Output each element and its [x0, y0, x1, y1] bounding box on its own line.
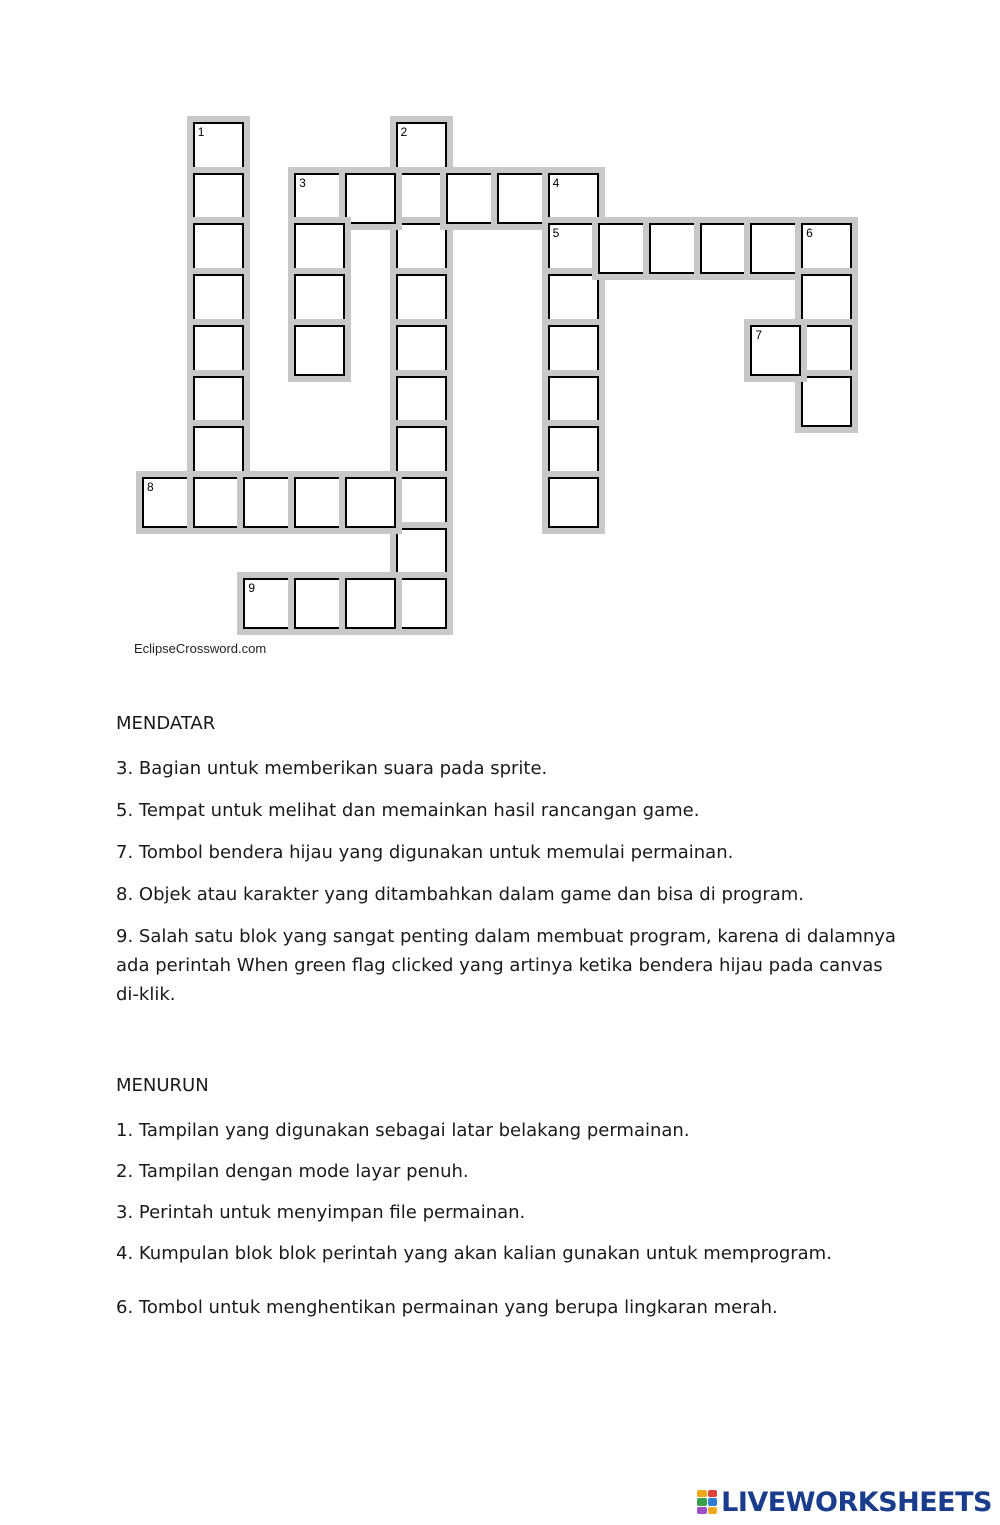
crossword-cell-input[interactable] — [195, 175, 242, 222]
down-clue-3: 3. Perintah untuk menyimpan file permainan. — [116, 1202, 526, 1223]
crossword-cell-input[interactable] — [398, 479, 445, 526]
crossword-cell[interactable] — [750, 223, 801, 274]
crossword-cell[interactable] — [193, 274, 244, 325]
clue-number: 9 — [248, 581, 256, 596]
crossword-cell-input[interactable] — [702, 225, 749, 272]
crossword-cell[interactable] — [548, 274, 599, 325]
down-clue-2: 2. Tampilan dengan mode layar penuh. — [116, 1161, 469, 1182]
down-clue-4: 4. Kumpulan blok blok perintah yang akan kalian gunakan untuk memprogram. — [116, 1243, 832, 1264]
crossword-cell[interactable] — [396, 528, 447, 579]
crossword-cell-input[interactable] — [245, 479, 292, 526]
across-clue-3: 3. Bagian untuk memberikan suara pada sprite. — [116, 758, 548, 779]
crossword-cell[interactable] — [345, 477, 396, 528]
down-clues-section — [116, 1071, 896, 1322]
crossword-cell[interactable] — [345, 173, 396, 224]
crossword-cell-input[interactable] — [550, 276, 597, 323]
crossword-cell-input[interactable] — [550, 479, 597, 526]
clue-number: 5 — [552, 226, 560, 241]
crossword-cell-input[interactable] — [398, 428, 445, 475]
across-clue-9: 9. Salah satu blok yang sangat penting dalam membuat program, karena di dalamnya ada perintah When green flag clicked yang artinya ketika bendera hijau pada canvas di-klik. — [116, 926, 896, 1005]
crossword-cell-input[interactable] — [296, 327, 343, 374]
crossword-cell[interactable] — [193, 173, 244, 224]
crossword-cell-input[interactable] — [803, 276, 850, 323]
crossword-cell-input[interactable] — [398, 276, 445, 323]
crossword-cell-input[interactable] — [803, 327, 850, 374]
crossword-cell-input[interactable] — [195, 225, 242, 272]
crossword-cell[interactable] — [294, 325, 345, 376]
crossword-cell[interactable] — [193, 223, 244, 274]
crossword-cell-input[interactable] — [195, 124, 242, 171]
crossword-cell-input[interactable] — [651, 225, 698, 272]
crossword-cell-input[interactable] — [752, 327, 799, 374]
crossword-cell-input[interactable] — [550, 327, 597, 374]
crossword-cell[interactable] — [193, 477, 244, 528]
crossword-cell[interactable] — [396, 274, 447, 325]
crossword-cell[interactable] — [396, 426, 447, 477]
crossword-cell[interactable] — [294, 477, 345, 528]
across-title: MENDATAR — [116, 713, 216, 734]
across-clue-7: 7. Tombol bendera hijau yang digunakan untuk memulai permainan. — [116, 842, 734, 863]
crossword-cell[interactable] — [294, 274, 345, 325]
crossword-cell-input[interactable] — [195, 327, 242, 374]
crossword-cell[interactable] — [801, 223, 852, 274]
crossword-cell-input[interactable] — [347, 479, 394, 526]
crossword-cell-input[interactable] — [347, 580, 394, 627]
clue-number: 4 — [552, 175, 560, 190]
crossword-cell[interactable] — [294, 173, 345, 224]
crossword-cell[interactable] — [193, 325, 244, 376]
crossword-cell[interactable] — [548, 325, 599, 376]
crossword-cell[interactable] — [396, 325, 447, 376]
crossword-cell[interactable] — [396, 477, 447, 528]
crossword-cell-input[interactable] — [195, 428, 242, 475]
crossword-cell-input[interactable] — [550, 428, 597, 475]
clue-number: 8 — [147, 479, 154, 494]
crossword-cell[interactable] — [193, 122, 244, 173]
liveworksheets-wordmark: LIVEWORKSHEETS — [721, 1486, 992, 1518]
crossword-cell-input[interactable] — [296, 175, 343, 222]
crossword-cell-input[interactable] — [398, 175, 445, 222]
crossword-cell[interactable] — [193, 376, 244, 427]
crossword-cell-input[interactable] — [752, 225, 799, 272]
crossword-cell[interactable] — [801, 325, 852, 376]
crossword-cell-input[interactable] — [550, 175, 597, 222]
crossword-cell[interactable] — [446, 173, 497, 224]
crossword-cell[interactable] — [396, 173, 447, 224]
crossword-cell-input[interactable] — [600, 225, 647, 272]
crossword-cell[interactable] — [396, 376, 447, 427]
crossword-cell-input[interactable] — [398, 580, 445, 627]
crossword-cell[interactable] — [548, 426, 599, 477]
clue-number: 2 — [400, 125, 408, 139]
crossword-grid — [0, 0, 1000, 680]
across-clue-5: 5. Tempat untuk melihat dan memainkan hasil rancangan game. — [116, 800, 700, 821]
crossword-cell[interactable] — [700, 223, 751, 274]
clue-number: 6 — [806, 226, 813, 241]
crossword-cell-input[interactable] — [499, 175, 546, 222]
crossword-cell-input[interactable] — [144, 479, 191, 526]
crossword-cell-input[interactable] — [296, 479, 343, 526]
crossword-cell-input[interactable] — [550, 225, 597, 272]
crossword-cell[interactable] — [801, 274, 852, 325]
crossword-cell[interactable] — [548, 173, 599, 224]
crossword-cell-input[interactable] — [550, 378, 597, 425]
crossword-cell[interactable] — [801, 376, 852, 427]
crossword-cell-input[interactable] — [296, 580, 343, 627]
crossword-cell[interactable] — [243, 477, 294, 528]
crossword-credit: EclipseCrossword.com — [134, 641, 267, 656]
liveworksheets-icon — [697, 1490, 717, 1514]
crossword-cell[interactable] — [396, 223, 447, 274]
crossword-cell-input[interactable] — [398, 124, 445, 171]
crossword-cell-input[interactable] — [803, 378, 850, 425]
crossword-cell[interactable] — [497, 173, 548, 224]
crossword-cell[interactable] — [750, 325, 801, 376]
clue-number: 1 — [197, 125, 205, 139]
crossword-cell-input[interactable] — [398, 225, 445, 272]
crossword-cell-input[interactable] — [347, 175, 394, 222]
crossword-cell[interactable] — [142, 477, 193, 528]
down-clue-1: 1. Tampilan yang digunakan sebagai latar belakang permainan. — [116, 1120, 690, 1141]
crossword-cell[interactable] — [193, 426, 244, 477]
crossword-cell-input[interactable] — [195, 276, 242, 323]
clue-number: 7 — [755, 327, 763, 342]
crossword-cell-input[interactable] — [398, 327, 445, 374]
crossword-cell-input[interactable] — [296, 276, 343, 323]
crossword-cell-input[interactable] — [195, 479, 242, 526]
across-clue-8: 8. Objek atau karakter yang ditambahkan dalam game dan bisa di program. — [116, 884, 804, 905]
crossword-cell[interactable] — [243, 578, 294, 629]
crossword-cell-input[interactable] — [398, 530, 445, 577]
crossword-cell[interactable] — [345, 578, 396, 629]
crossword-cell-input[interactable] — [296, 225, 343, 272]
crossword-cell[interactable] — [396, 122, 447, 173]
crossword-cell-input[interactable] — [195, 378, 242, 425]
crossword-cell-input[interactable] — [803, 225, 850, 272]
down-title: MENURUN — [116, 1075, 209, 1096]
down-clue-6: 6. Tombol untuk menghentikan permainan yang berupa lingkaran merah. — [116, 1297, 778, 1318]
crossword-cell-input[interactable] — [448, 175, 495, 222]
crossword-cell[interactable] — [548, 477, 599, 528]
clue-number: 3 — [299, 175, 306, 190]
crossword-cell[interactable] — [294, 223, 345, 274]
crossword-cell[interactable] — [396, 578, 447, 629]
crossword-cell[interactable] — [598, 223, 649, 274]
crossword-cell-input[interactable] — [398, 378, 445, 425]
crossword-cell[interactable] — [649, 223, 700, 274]
crossword-cell[interactable] — [294, 578, 345, 629]
crossword-cell[interactable] — [548, 223, 599, 274]
liveworksheets-logo[interactable] — [697, 1485, 992, 1519]
across-clues-section — [116, 709, 896, 1009]
crossword-cell[interactable] — [548, 376, 599, 427]
crossword-cell-input[interactable] — [245, 580, 292, 627]
